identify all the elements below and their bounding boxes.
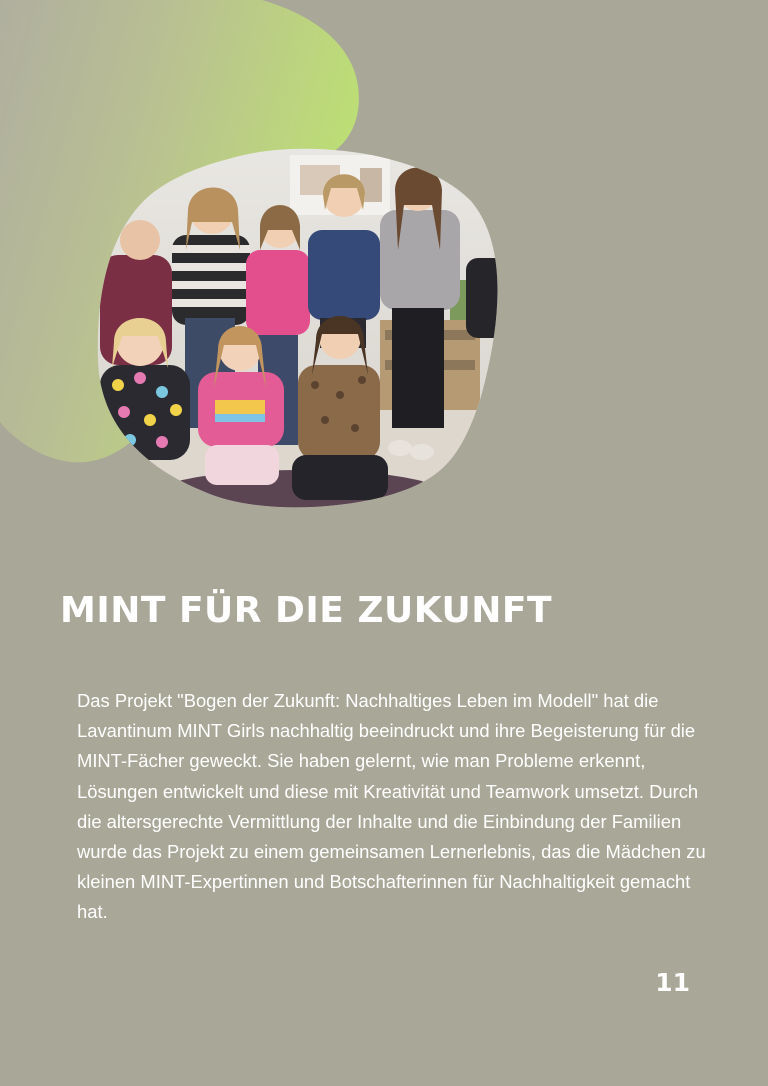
body-paragraph: Das Projekt "Bogen der Zukunft: Nachhaltiges Leben im Modell" hat die Lavantinum MINT Girls nachhaltig beeindruckt und ihre Begeisterung für die MINT-Fächer geweckt. Sie haben gelernt, wie man Probleme erkennt, Lösungen entwickelt und diese mit Kreativität und Teamwork umsetzt. Durch die altersgerechte Vermittlung der Inhalte und die Einbindung der Familien wurde das Projekt zu einem gemeinsamen Lernerlebnis, das die Mädchen zu kleinen MINT-Expertinnen und Botschafterinnen für Nachhaltigkeit gemacht hat.	[77, 690, 706, 923]
group-photo	[0, 0, 768, 520]
page-title: MINT FÜR DIE ZUKUNFT	[60, 590, 553, 631]
page-number: 11	[655, 968, 690, 997]
